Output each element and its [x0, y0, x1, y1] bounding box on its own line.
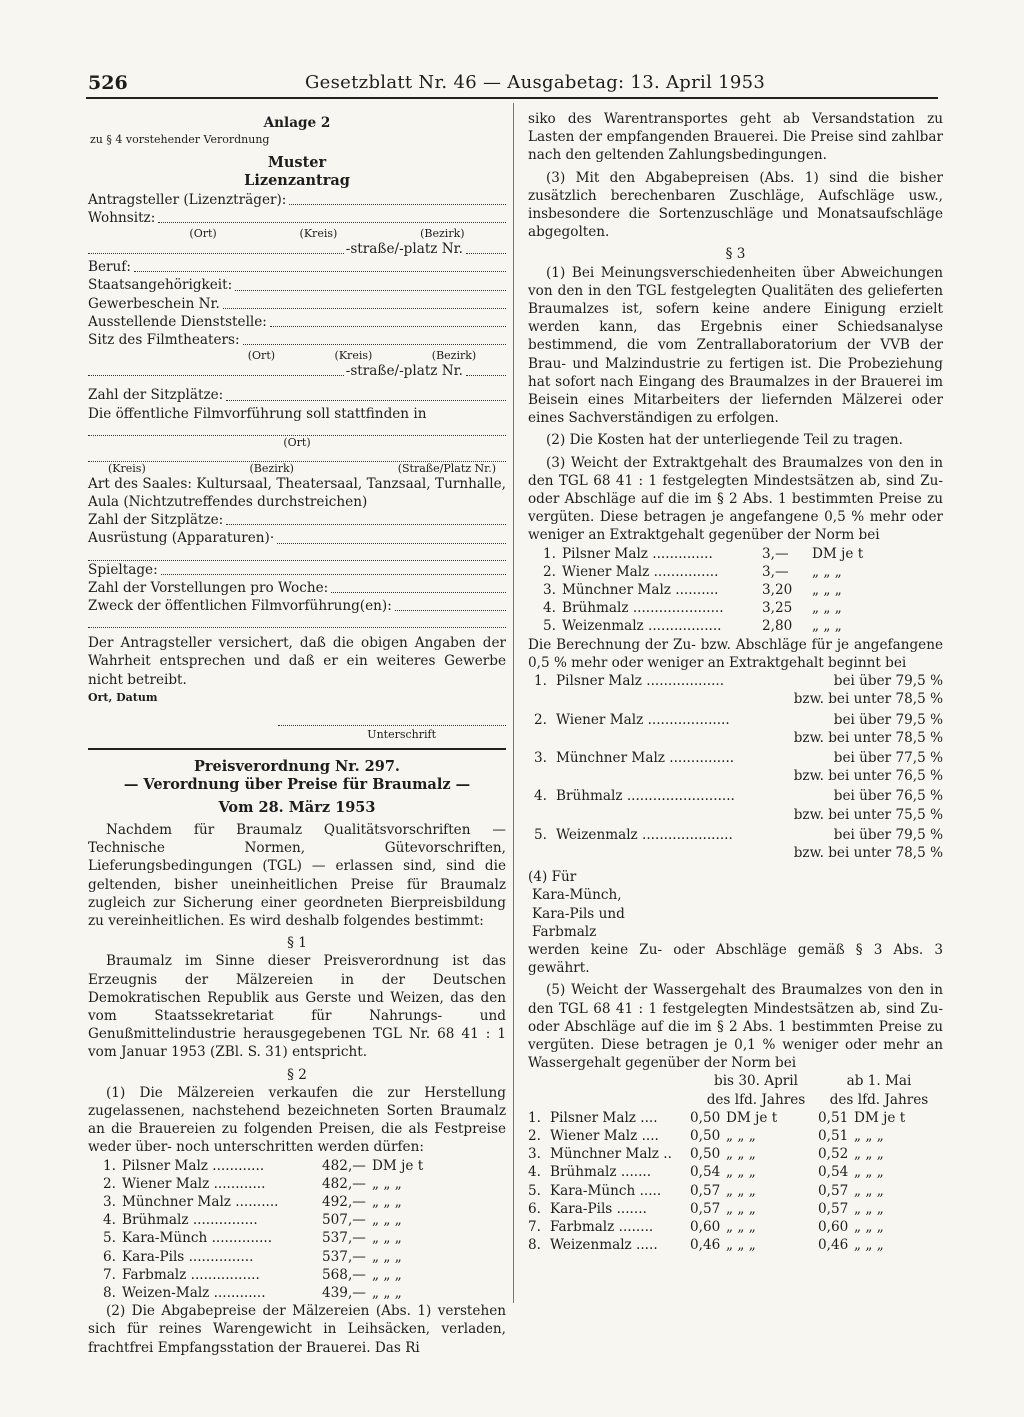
- item-name: Wiener Malz ...................: [556, 711, 730, 728]
- value-mai: 0,60: [818, 1218, 849, 1235]
- item-price: 482,—: [322, 1157, 366, 1174]
- exempt-item: Kara-Münch,: [532, 887, 622, 904]
- verordnung-title: Preisverordnung Nr. 297.: [194, 758, 400, 776]
- bound-upper: bei über 76,5 %: [833, 788, 943, 805]
- bound-lower: bzw. bei unter 78,5 %: [793, 729, 943, 746]
- row-name: Pilsner Malz ....: [550, 1109, 658, 1126]
- item-unit: „ „ „: [812, 600, 842, 617]
- item-price: 3,25: [762, 600, 793, 617]
- unit-april: „ „ „: [726, 1182, 756, 1199]
- item-unit: „ „ „: [372, 1266, 402, 1283]
- item-unit: „ „ „: [372, 1284, 402, 1301]
- item-price: 2,80: [762, 618, 793, 635]
- item-unit: „ „ „: [812, 618, 842, 635]
- s3-paragraph-4-head: (4) Für: [528, 869, 577, 886]
- s2-price-row: [94, 1157, 506, 1175]
- item-number: 4.: [103, 1212, 116, 1229]
- s3-surcharge-row: [534, 563, 943, 581]
- item-number: 8.: [103, 1284, 116, 1301]
- item-price: 507,—: [322, 1212, 366, 1229]
- unit-mai: „ „ „: [854, 1164, 884, 1181]
- field-beruf: Beruf:: [88, 258, 506, 276]
- unit-april: DM je t: [726, 1109, 778, 1126]
- item-unit: „ „ „: [812, 563, 842, 580]
- item-number: 3.: [543, 582, 556, 599]
- verordnung-subtitle: — Verordnung über Preise für Braumalz —: [123, 776, 471, 794]
- sublabel-ort2: (Ort): [283, 435, 311, 449]
- item-price: 3,20: [762, 582, 793, 599]
- item-number: 2.: [103, 1175, 116, 1192]
- item-price: 537,—: [322, 1230, 366, 1247]
- row-number: 2.: [528, 1127, 541, 1144]
- row-name: Brühmalz .......: [550, 1164, 652, 1181]
- form-title-muster: Muster: [267, 154, 327, 172]
- row-number: 1.: [528, 1109, 541, 1126]
- s2-price-row: [94, 1193, 506, 1211]
- value-april: 0,50: [690, 1127, 721, 1144]
- value-mai: 0,51: [818, 1127, 849, 1144]
- s2-price-row: [94, 1248, 506, 1266]
- s3-bound-upper: [534, 672, 943, 690]
- s3-bound-upper: [534, 826, 943, 844]
- s3-bound-group: [534, 826, 943, 862]
- item-unit: „ „ „: [372, 1248, 402, 1265]
- verordnung-intro: Nachdem für Braumalz Qualitätsvorschriften — Technische Normen, Gütevorschriften, Lieferungsbedingungen (TGL) — erlassen sind, sind die geltenden, bisher uneinheitlichen Preise für Braumalz zugleich zur Sicherung einer geordneten Bierpreisbildung zu vereinheitlichen. Es wird deshalb folgendes bestimmt:: [88, 821, 506, 929]
- s1-heading: § 1: [287, 935, 307, 952]
- row-number: 5.: [528, 1182, 541, 1199]
- item-name: Brühmalz ...............: [122, 1212, 258, 1229]
- bound-upper: bei über 77,5 %: [833, 749, 943, 766]
- field-wohnsitz-strasse: -straße/-platz Nr.: [88, 240, 506, 258]
- value-mai: 0,51: [818, 1109, 849, 1126]
- field-vorstellungen: Zahl der Vorstellungen pro Woche:: [88, 579, 506, 597]
- value-april: 0,57: [690, 1182, 721, 1199]
- row-number: 8.: [528, 1237, 541, 1254]
- item-unit: „ „ „: [372, 1212, 402, 1229]
- item-number: 1.: [103, 1157, 116, 1174]
- unit-mai: „ „ „: [854, 1200, 884, 1217]
- bound-lower: bzw. bei unter 78,5 %: [793, 844, 943, 861]
- value-mai: 0,52: [818, 1146, 849, 1163]
- field-dienststelle: Ausstellende Dienststelle:: [88, 313, 506, 331]
- item-number: 3.: [103, 1193, 116, 1210]
- page-header-title: Gesetzblatt Nr. 46 — Ausgabetag: 13. April 1953: [305, 72, 766, 93]
- form-title-lizenzantrag: Lizenzantrag: [244, 172, 350, 190]
- s3-paragraph-4-tail: werden keine Zu- oder Abschläge gemäß § 3 Abs. 3 gewährt.: [528, 941, 943, 977]
- bound-lower: bzw. bei unter 75,5 %: [793, 806, 943, 823]
- field-antragsteller: Antragsteller (Lizenzträger):: [88, 191, 506, 209]
- s3-surcharge-row: [534, 617, 943, 635]
- unit-mai: „ „ „: [854, 1182, 884, 1199]
- unterschrift-label: Unterschrift: [367, 728, 436, 742]
- unit-mai: „ „ „: [854, 1218, 884, 1235]
- table-row: [528, 1182, 943, 1200]
- item-number: 5.: [534, 826, 547, 843]
- value-april: 0,46: [690, 1237, 721, 1254]
- item-price: 439,—: [322, 1284, 366, 1301]
- s3-paragraph-1: (1) Bei Meinungsverschiedenheiten über Abweichungen von den in den TGL festgelegten Qualitäten des gelieferten Braumalzes ist, sofern keine andere Einigung erzielt werden kann, das Ergebnis einer Schiedsanalyse bestimmend, die vom Zentrallaboratorium der VVB der Brau- und Malzindustrie zu fertigen ist. Die Probeziehung hat sofort nach Eingang des Braumalzes in der Brauerei im Beisein eines Mitarbeiters der liefernden Mälzerei oder eines Sachverständigen zu erfolgen.: [528, 264, 943, 427]
- row-number: 3.: [528, 1146, 541, 1163]
- item-name: Münchner Malz ...............: [556, 749, 735, 766]
- s2-paragraph-3: (3) Mit den Abgabepreisen (Abs. 1) sind die bisher zusätzlich berechenbaren Zuschläge, Aufschläge usw., insbesondere die Sortenzuschläge und Monatsaufschläge abgegolten.: [528, 169, 943, 241]
- s3-surcharge-row: [534, 545, 943, 563]
- versicherung-text: Der Antragsteller versichert, daß die obigen Angaben der Wahrheit entsprechen und daß er ein weiteres Gewerbe nicht betreibt.: [88, 635, 506, 688]
- item-number: 3.: [534, 749, 547, 766]
- s2-paragraph-2-start: (2) Die Abgabepreise der Mälzereien (Abs. 1) verstehen sich für reines Warengewicht in Leihsäcken, verladen, frachtfrei Empfangsstation der Brauerei. Das Ri: [88, 1303, 506, 1356]
- fill-line-kreis: [88, 449, 506, 462]
- table-row: [528, 1218, 943, 1236]
- item-price: 482,—: [322, 1175, 366, 1192]
- water-table-header: bis 30. April des lfd. Jahres ab 1. Mai des lfd. Jahres: [706, 1073, 929, 1108]
- s3-paragraph-5: (5) Weicht der Wassergehalt des Braumalzes von den in den TGL 68 41 : 1 festgelegten Mindestsätzen ab, sind Zu- oder Abschläge auf die im § 2 Abs. 1 bestimmten Preise zu vergüten. Diese betragen je 0,1 % weniger oder mehr an Wassergehalt gegenüber der Norm bei: [528, 982, 943, 1072]
- s3-heading: § 3: [725, 246, 746, 263]
- value-mai: 0,46: [818, 1237, 849, 1254]
- s3-bounds-list: [534, 672, 943, 862]
- value-mai: 0,57: [818, 1182, 849, 1199]
- s2-price-row: [94, 1284, 506, 1302]
- table-row: [528, 1145, 943, 1163]
- item-unit: DM je t: [372, 1157, 424, 1174]
- column-divider: [513, 103, 514, 1303]
- item-name: Kara-Münch ..............: [122, 1230, 273, 1247]
- table-row: [528, 1127, 943, 1145]
- field-staatsangehoerigkeit: Staatsangehörigkeit:: [88, 276, 506, 294]
- item-name: Farbmalz ................: [122, 1266, 260, 1283]
- unit-mai: „ „ „: [854, 1146, 884, 1163]
- item-unit: „ „ „: [812, 582, 842, 599]
- item-number: 1.: [543, 545, 556, 562]
- ort-datum-label: Ort, Datum: [88, 690, 158, 704]
- bound-upper: bei über 79,5 %: [833, 826, 943, 843]
- field-spieltage: Spieltage:: [88, 561, 506, 579]
- s3-bound-group: [534, 711, 943, 747]
- unit-april: „ „ „: [726, 1200, 756, 1217]
- field-zahl-sitzplaetze-2: Zahl der Sitzplätze:: [88, 511, 506, 529]
- unit-april: „ „ „: [726, 1218, 756, 1235]
- field-wohnsitz: Wohnsitz:: [88, 209, 506, 227]
- item-name: Münchner Malz ..........: [122, 1193, 279, 1210]
- row-name: Münchner Malz ..: [550, 1146, 672, 1163]
- value-april: 0,60: [690, 1218, 721, 1235]
- sublabels-sitz: (Ort) (Kreis) (Bezirk): [247, 349, 477, 363]
- s3-paragraph-2: (2) Die Kosten hat der unterliegende Teil zu tragen.: [546, 432, 903, 449]
- s2-heading: § 2: [287, 1066, 307, 1083]
- verordnung-date: Vom 28. März 1953: [218, 798, 376, 816]
- unit-mai: „ „ „: [854, 1127, 884, 1144]
- value-mai: 0,54: [818, 1164, 849, 1181]
- table-row: [528, 1200, 943, 1218]
- s3-bound-upper: [534, 787, 943, 805]
- sublabels-wohnsitz: (Ort) (Kreis) (Bezirk): [189, 227, 465, 241]
- item-name: Pilsner Malz ............: [122, 1157, 265, 1174]
- s1-text: Braumalz im Sinne dieser Preisverordnung ist das Erzeugnis der Mälzereien in der Deutschen Demokratischen Republik aus Gerste und Weizen, das den vom Staatssekretariat für Nahrungs- und Genußmittelindustrie herausgegebenen TGL Nr. 68 41 : 1 vom Januar 1953 (ZBl. S. 31) entspricht.: [88, 953, 506, 1061]
- item-number: 6.: [103, 1248, 116, 1265]
- s3-surcharge-row: [534, 581, 943, 599]
- left-column: [88, 110, 506, 1357]
- row-name: Farbmalz ........: [550, 1218, 654, 1235]
- item-price: 3,—: [762, 545, 789, 562]
- item-price: 568,—: [322, 1266, 366, 1283]
- s2-price-row: [94, 1229, 506, 1247]
- s3-surcharge-row: [534, 599, 943, 617]
- fill-line-ausruestung: [88, 548, 506, 561]
- item-name: Münchner Malz ..........: [562, 582, 719, 599]
- item-price: 3,—: [762, 563, 789, 580]
- s3-bound-group: [534, 749, 943, 785]
- bound-lower: bzw. bei unter 76,5 %: [793, 768, 943, 785]
- row-number: 7.: [528, 1218, 541, 1235]
- exempt-item: Farbmalz: [532, 923, 597, 940]
- anlage-title: Anlage 2: [263, 115, 331, 131]
- item-name: Brühmalz .....................: [562, 600, 724, 617]
- row-name: Kara-Pils .......: [550, 1200, 647, 1217]
- unit-april: „ „ „: [726, 1237, 756, 1254]
- s2-price-row: [94, 1175, 506, 1193]
- field-zahl-sitzplaetze: Zahl der Sitzplätze:: [88, 386, 506, 404]
- item-name: Wiener Malz ............: [122, 1175, 266, 1192]
- item-unit: DM je t: [812, 545, 864, 562]
- s3-surcharge-list: [534, 545, 943, 636]
- page-number: 526: [88, 72, 128, 94]
- row-number: 6.: [528, 1200, 541, 1217]
- field-art-saal: Art des Saales: Kultursaal, Theatersaal, Tanzsaal, Turnhalle, Aula (Nichtzutreffendes durchstreichen): [88, 475, 506, 511]
- value-mai: 0,57: [818, 1200, 849, 1217]
- value-april: 0,50: [690, 1109, 721, 1126]
- value-april: 0,50: [690, 1146, 721, 1163]
- s2-paragraph-1: (1) Die Mälzereien verkaufen die zur Herstellung zugelassenen, nachstehend bezeichneten Sorten Braumalz an die Brauereien zu folgenden Preisen, die als Festpreise weder über- noch unterschritten werden dürfen:: [88, 1084, 506, 1156]
- s2-price-row: [94, 1266, 506, 1284]
- s3-bound-upper: [534, 749, 943, 767]
- s2-paragraph-2-continued: siko des Warentransportes geht ab Versandstation zu Lasten der empfangenden Brauerei. Die Preise sind zahlbar nach den geltenden Zahlungsbedingungen.: [528, 111, 943, 164]
- item-number: 2.: [543, 563, 556, 580]
- unit-mai: DM je t: [854, 1109, 906, 1126]
- s3-calc-text: Die Berechnung der Zu- bzw. Abschläge für je angefangene 0,5 % mehr oder weniger an Extraktgehalt beginnt bei: [528, 636, 943, 671]
- item-unit: „ „ „: [372, 1193, 402, 1210]
- item-price: 537,—: [322, 1248, 366, 1265]
- item-name: Pilsner Malz ..............: [562, 545, 713, 562]
- field-oeffentlich: Die öffentliche Filmvorführung soll stattfinden in: [88, 405, 427, 422]
- fill-line-zweck: [88, 615, 506, 628]
- value-april: 0,54: [690, 1164, 721, 1181]
- item-price: 492,—: [322, 1193, 366, 1210]
- unit-april: „ „ „: [726, 1127, 756, 1144]
- s3-paragraph-3: (3) Weicht der Extraktgehalt des Braumalzes von den in den TGL 68 41 : 1 festgelegten Mindestsätzen ab, sind Zu- oder Abschläge auf die im § 2 Abs. 1 bestimmten Preise zu vergüten. Diese betragen je angefangene 0,5 % mehr oder weniger an Extraktgehalt gegenüber der Norm bei: [528, 454, 943, 544]
- item-name: Weizenmalz .................: [562, 618, 722, 635]
- item-number: 2.: [534, 711, 547, 728]
- item-name: Kara-Pils ...............: [122, 1248, 254, 1265]
- header-rule: [86, 97, 938, 99]
- item-number: 4.: [543, 600, 556, 617]
- row-name: Kara-Münch .....: [550, 1182, 662, 1199]
- right-column: [528, 110, 943, 1254]
- item-number: 7.: [103, 1266, 116, 1283]
- item-name: Pilsner Malz ..................: [556, 673, 725, 690]
- item-number: 1.: [534, 673, 547, 690]
- item-name: Brühmalz .........................: [556, 788, 735, 805]
- table-row: [528, 1236, 943, 1254]
- row-number: 4.: [528, 1164, 541, 1181]
- table-row: [528, 1109, 943, 1127]
- bound-upper: bei über 79,5 %: [833, 711, 943, 728]
- fill-line-ort: [88, 423, 506, 436]
- field-sitz-strasse: -straße/-platz Nr.: [88, 362, 506, 380]
- bound-upper: bei über 79,5 %: [833, 673, 943, 690]
- value-april: 0,57: [690, 1200, 721, 1217]
- unit-april: „ „ „: [726, 1146, 756, 1163]
- row-name: Weizenmalz .....: [550, 1237, 658, 1254]
- s3-paragraph-4-items: [532, 886, 943, 941]
- bound-lower: bzw. bei unter 78,5 %: [793, 691, 943, 708]
- item-name: Wiener Malz ...............: [562, 563, 719, 580]
- unit-mai: „ „ „: [854, 1237, 884, 1254]
- field-ausruestung: Ausrüstung (Apparaturen)·: [88, 529, 506, 547]
- sublabels-kreis-bezirk: (Kreis) (Bezirk) (Straße/Platz Nr.): [108, 461, 496, 475]
- section-rule: [88, 748, 506, 750]
- item-number: 5.: [103, 1230, 116, 1247]
- item-number: 5.: [543, 618, 556, 635]
- s2-price-row: [94, 1211, 506, 1229]
- anlage-subtitle: zu § 4 vorstehender Verordnung: [90, 133, 270, 147]
- row-name: Wiener Malz ....: [550, 1127, 659, 1144]
- item-unit: „ „ „: [372, 1230, 402, 1247]
- water-content-table: [528, 1109, 943, 1255]
- field-gewerbeschein: Gewerbeschein Nr.: [88, 295, 506, 313]
- s2-price-list: [88, 1157, 506, 1303]
- exempt-item: Kara-Pils und: [532, 905, 625, 922]
- unit-april: „ „ „: [726, 1164, 756, 1181]
- item-name: Weizenmalz .....................: [556, 826, 733, 843]
- field-sitz-filmtheater: Sitz des Filmtheaters:: [88, 331, 506, 349]
- table-row: [528, 1163, 943, 1181]
- item-name: Weizen-Malz ............: [122, 1284, 266, 1301]
- item-number: 4.: [534, 788, 547, 805]
- s3-bound-upper: [534, 711, 943, 729]
- s3-bound-group: [534, 672, 943, 708]
- item-unit: „ „ „: [372, 1175, 402, 1192]
- s3-bound-group: [534, 787, 943, 823]
- field-zweck: Zweck der öffentlichen Filmvorführung(en):: [88, 597, 506, 615]
